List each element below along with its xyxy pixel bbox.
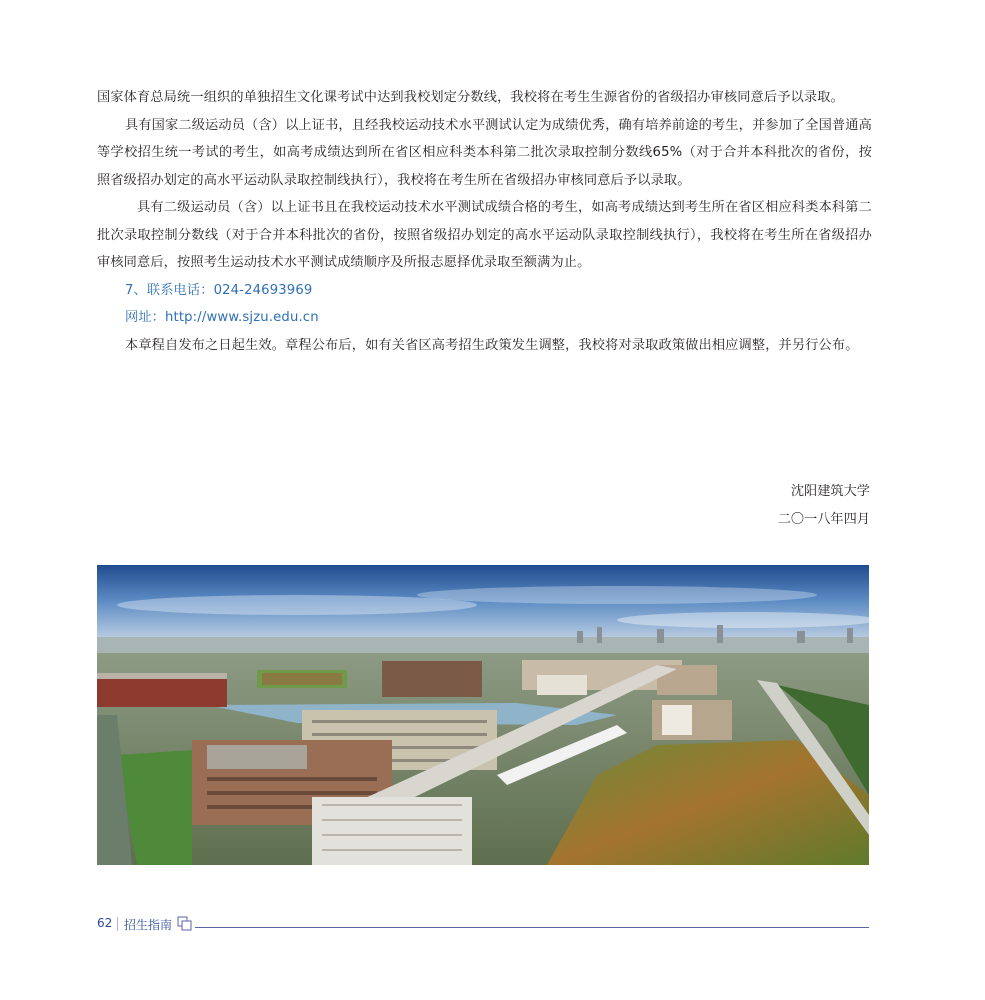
- paragraph-2: 具有国家二级运动员（含）以上证书，且经我校运动技术水平测试认定为成绩优秀，确有培养前途的考生，并参加了全国普通高等学校招生统一考试的考生，如高考成绩达到所在省区相应科类本科第二批次录取控制分数线65%（对于合并本科批次的省份，按照省级招办划定的高水平运动队录取控制线执行），我校将在考生所在省级招办审核同意后予以录取。: [97, 117, 872, 188]
- overlapping-squares-icon: [177, 916, 193, 935]
- paragraph-3: 具有二级运动员（含）以上证书且在我校运动技术水平测试成绩合格的考生，如高考成绩达到考生所在省区相应科类本科第二批次录取控制分数线（对于合并本科批次的省份，按照省级招办划定的高水平运动队录取控制线执行），我校将在考生所在省级招办审核同意后，按照考生运动技术水平测试成绩顺序及所报志愿择优录取至额满为止。: [97, 200, 872, 270]
- paragraph-1: 国家体育总局统一组织的单独招生文化课考试中达到我校划定分数线，我校将在考生生源省份的省级招办审核同意后予以录取。: [97, 90, 844, 105]
- footer-divider: [117, 917, 118, 931]
- footer-rule: [195, 927, 869, 928]
- contact-phone: 7、联系电话：024-24693969: [125, 282, 313, 298]
- university-name: 沈阳建筑大学: [790, 484, 870, 499]
- section-title: 招生指南: [124, 918, 173, 932]
- closing-paragraph: 本章程自发布之日起生效。章程公布后，如有关省区高考招生政策发生调整，我校将对录取政策做出相应调整，并另行公布。: [125, 337, 859, 353]
- signature-block: [778, 478, 870, 533]
- body-text: [97, 84, 872, 359]
- campus-aerial-photo: [97, 565, 869, 865]
- page-footer: [97, 914, 869, 938]
- contact-website: 网址：http://www.sjzu.edu.cn: [125, 310, 319, 325]
- page-number: 62: [97, 916, 113, 930]
- campus-photo-illustration: [97, 565, 869, 865]
- issue-date: 二〇一八年四月: [777, 511, 870, 527]
